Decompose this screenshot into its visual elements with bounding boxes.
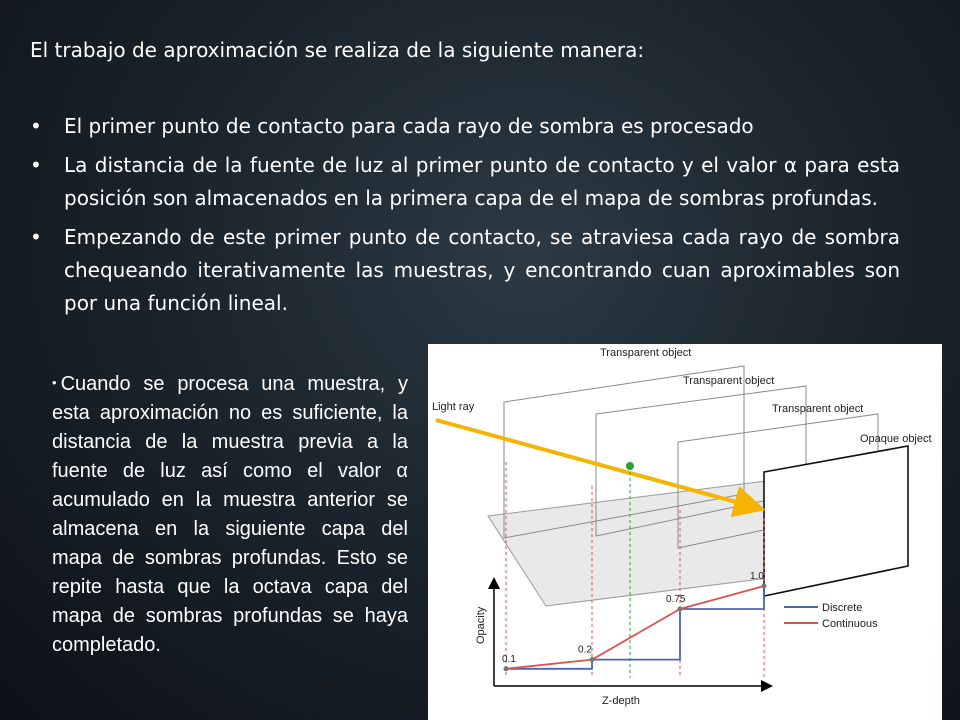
bullet-list <box>30 110 900 326</box>
opaque-plane <box>764 446 908 596</box>
y-axis-label: Opacity <box>475 606 487 644</box>
bullet-icon: • <box>30 153 42 177</box>
data-point <box>590 657 595 662</box>
data-label: 0.1 <box>502 653 516 665</box>
side-note-text: Cuando se procesa una muestra, y esta aproximación no es suficiente, la distancia de la muestra previa a la fuente de luz así como el valor α acumulado en la muestra anterior se almacena en la siguiente capa del mapa de sombras profundas. Esto se repite hasta que la octava capa del mapa de sombras profundas se haya completado. <box>52 373 408 656</box>
intro-text: El trabajo de aproximación se realiza de la siguiente manera: <box>30 38 645 62</box>
label-transparent-2: Transparent object <box>683 375 775 387</box>
data-label: 0.2 <box>578 644 592 656</box>
side-bullet-icon: • <box>52 375 57 390</box>
data-point <box>762 584 767 589</box>
data-label: 1.0 <box>750 571 764 582</box>
bullet-text: El primer punto de contacto para cada rayo de sombra es procesado <box>64 114 754 138</box>
legend-continuous-label: Continuous <box>822 618 878 630</box>
data-point <box>504 666 509 671</box>
bullet-text: Empezando de este primer punto de contacto, se atraviesa cada rayo de sombra chequeando iterativamente las muestras, y encontrando cuan aproximables son por una función lineal. <box>64 225 900 315</box>
bullet-item <box>30 149 900 215</box>
bullet-icon: • <box>30 114 42 138</box>
label-light-ray: Light ray <box>432 401 475 413</box>
data-point <box>678 607 683 612</box>
label-opaque: Opaque object <box>860 433 932 445</box>
bullet-icon: • <box>30 225 42 249</box>
label-transparent-3: Transparent object <box>772 403 864 415</box>
bullet-item <box>30 110 900 143</box>
bullet-item <box>30 221 900 320</box>
deep-shadow-figure <box>428 344 942 720</box>
side-note <box>52 368 408 660</box>
bullet-text: La distancia de la fuente de luz al primer punto de contacto y el valor α para esta posición son almacenados en la primera capa de el mapa de sombras profundas. <box>64 153 900 210</box>
legend-discrete-label: Discrete <box>822 602 863 614</box>
light-ray-arrow <box>436 420 758 508</box>
x-axis-label: Z-depth <box>602 695 640 707</box>
figure-svg <box>428 344 942 720</box>
label-transparent-1: Transparent object <box>600 347 692 359</box>
data-label: 0.75 <box>666 594 686 605</box>
